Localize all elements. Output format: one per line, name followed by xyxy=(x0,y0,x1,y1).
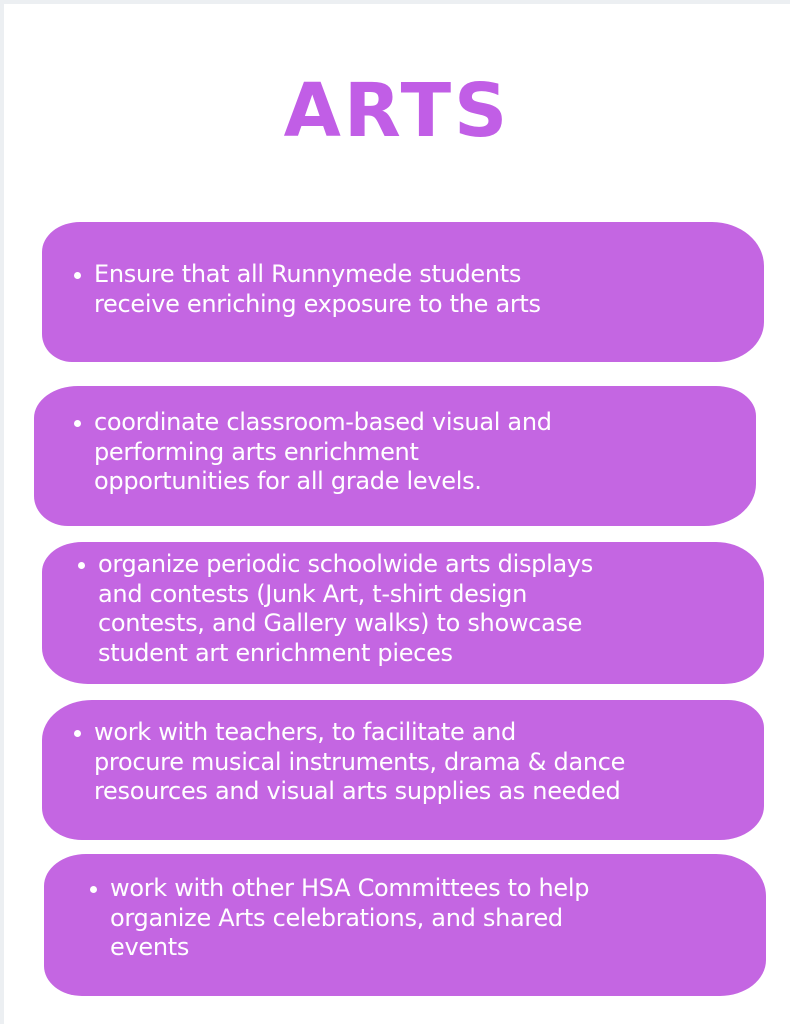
bullet-list xyxy=(74,718,625,807)
bullet-text: coordinate classroom-based visual and performing arts enrichment opportunities for all grade levels. xyxy=(94,408,552,495)
bullet-dot-icon xyxy=(78,562,85,569)
page xyxy=(4,4,790,1024)
arts-goal-card-1 xyxy=(42,222,764,362)
arts-goal-card-4 xyxy=(42,700,764,840)
bullet-item xyxy=(78,550,593,668)
bullet-dot-icon xyxy=(90,886,97,893)
bullet-item xyxy=(74,260,541,319)
bullet-dot-icon xyxy=(74,730,81,737)
bullet-item xyxy=(74,718,625,807)
bullet-dot-icon xyxy=(74,272,81,279)
arts-goal-card-3 xyxy=(42,542,764,684)
bullet-dot-icon xyxy=(74,420,81,427)
bullet-list xyxy=(78,550,593,668)
page-title: ARTS xyxy=(283,68,511,154)
bullet-text: work with other HSA Committees to help organize Arts celebrations, and shared events xyxy=(110,874,590,961)
bullet-list xyxy=(74,260,541,319)
arts-goal-card-5 xyxy=(44,854,766,996)
bullet-text: Ensure that all Runnymede students receive enriching exposure to the arts xyxy=(94,260,541,318)
bullet-item xyxy=(90,874,589,963)
bullet-list xyxy=(74,408,552,497)
bullet-list xyxy=(90,874,589,963)
bullet-text: work with teachers, to facilitate and procure musical instruments, drama & dance resources and visual arts supplies as needed xyxy=(94,718,626,805)
arts-goal-card-2 xyxy=(34,386,756,526)
bullet-text: organize periodic schoolwide arts displays and contests (Junk Art, t-shirt design contests, and Gallery walks) to showcase student art enrichment pieces xyxy=(98,550,593,667)
bullet-item xyxy=(74,408,552,497)
